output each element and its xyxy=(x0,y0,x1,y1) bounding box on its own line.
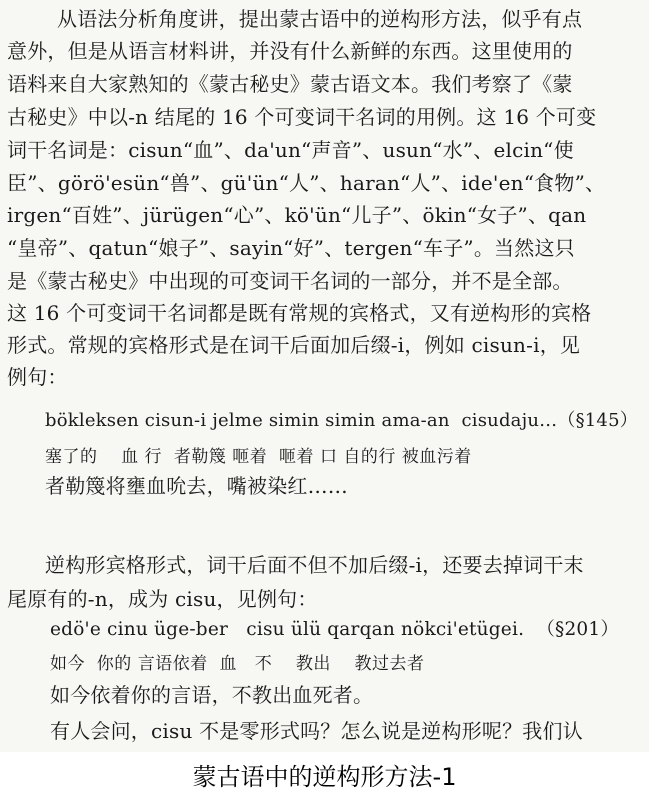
text-line: 有人会问，cisu 不是零形式吗？怎么说是逆构形呢？我们认 xyxy=(50,719,583,743)
example-gloss-line: 如今 你的 言语依着 血 不 教出 教过去者 xyxy=(50,654,425,674)
image-caption: 蒙古语中的逆构形方法-1 xyxy=(0,754,649,800)
text-line: “皇帝”、qatun“娘子”、sayin“好”、tergen“车子”。当然这只 xyxy=(7,236,575,260)
text-line: 形式。常规的宾格形式是在词干后面加后缀-i，例如 cisun-i，见 xyxy=(7,333,581,357)
example-source-line: bökleksen cisun-i jelme simin simin ama-an cisudaju…（§145） xyxy=(45,410,638,431)
text-line: 这 16 个可变词干名词都是既有常规的宾格式，又有逆构形的宾格 xyxy=(7,301,592,325)
text-line: 意外，但是从语言材料讲，并没有什么新鲜的东西。这里使用的 xyxy=(7,39,573,63)
text-line: 词干名词是：cisun“血”、da'un“声音”、usun“水”、elcin“使 xyxy=(7,138,574,162)
text-line: 语料来自大家熟知的《蒙古秘史》蒙古语文本。我们考察了《蒙 xyxy=(7,72,573,96)
example-translation-line: 如今依着你的言语，不教出血死者。 xyxy=(50,683,374,707)
text-line: irgen“百姓”、jürügen“心”、kö'ün“儿子”、ökin“女子”、qan xyxy=(7,203,587,227)
text-line: 臣”、görö'esün“兽”、gü'ün“人”、haran“人”、ide'en“食物”、 xyxy=(7,171,606,195)
text-line: 例句： xyxy=(7,365,68,389)
text-line: 是《蒙古秘史》中出现的可变词干名词的一部分，并不是全部。 xyxy=(7,269,573,293)
text-line: 逆构形宾格形式，词干后面不但不加后缀-i，还要去掉词干末 xyxy=(45,553,584,577)
text-line: 尾原有的-n，成为 cisu，见例句： xyxy=(7,587,318,611)
text-line: 古秘史》中以-n 结尾的 16 个可变词干名词的用例。这 16 个可变 xyxy=(7,105,597,129)
text-line: 从语法分析角度讲，提出蒙古语中的逆构形方法，似乎有点 xyxy=(57,7,583,31)
example-gloss-line: 塞了的 血 行 者勒篾 咂着 咂着 口 自的行 被血污着 xyxy=(45,447,472,467)
example-source-line: edö'e cinu üge-ber cisu ülü qarqan nökci'etügei. （§201） xyxy=(50,619,620,640)
example-translation-line: 者勒篾将壅血吮去，嘴被染红…… xyxy=(45,474,348,498)
